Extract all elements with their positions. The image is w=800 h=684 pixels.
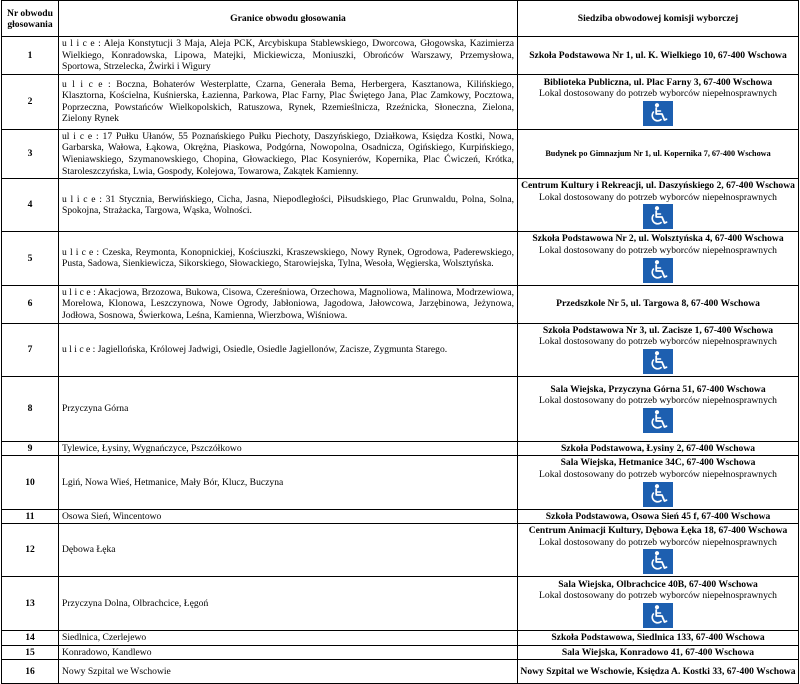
table-row xyxy=(2,660,799,684)
accessibility-note: Lokal dostosowany do potrzeb wyborców niepełnosprawnych xyxy=(539,536,777,548)
accessibility-note: Lokal dostosowany do potrzeb wyborców niepełnosprawnych xyxy=(539,590,777,602)
header-district-bounds: Granice obwodu głosowania xyxy=(59,1,518,37)
seat-name: Sala Wiejska, Przyczyna Górna 51, 67-400 Wschowa xyxy=(550,383,766,395)
accessibility-note: Lokal dostosowany do potrzeb wyborców niepełnosprawnych xyxy=(539,191,777,203)
accessibility-note: Lokal dostosowany do potrzeb wyborców niepełnosprawnych xyxy=(539,88,777,100)
district-number: 2 xyxy=(2,74,59,129)
district-number: 10 xyxy=(2,456,59,509)
commission-seat xyxy=(518,645,799,660)
seat-name: Budynek po Gimnazjum Nr 1, ul. Kopernika 7, 67-400 Wschowa xyxy=(545,149,771,159)
commission-seat xyxy=(518,660,799,684)
table-row xyxy=(2,37,799,75)
electoral-districts-table xyxy=(1,0,799,684)
table-row xyxy=(2,376,799,441)
header-commission-seat: Siedziba obwodowej komisji wyborczej xyxy=(518,1,799,37)
commission-seat xyxy=(518,456,799,509)
commission-seat xyxy=(518,631,799,646)
district-number: 1 xyxy=(2,37,59,75)
district-bounds: Konradowo, Kandlewo xyxy=(59,645,518,660)
district-bounds: u l i c e : Jagiellońska, Królowej Jadwigi, Osiedle, Osiedle Jagiellonów, Zacisze, Zygmunta Starego. xyxy=(59,323,518,376)
seat-name: Szkoła Podstawowa Nr 2, ul. Wolsztyńska 4, 67-400 Wschowa xyxy=(532,233,784,245)
commission-seat xyxy=(518,323,799,376)
header-row xyxy=(2,1,799,37)
district-number: 8 xyxy=(2,376,59,441)
commission-seat xyxy=(518,37,799,75)
district-number: 14 xyxy=(2,631,59,646)
wheelchair-icon xyxy=(643,349,673,374)
district-number: 3 xyxy=(2,129,59,178)
district-number: 9 xyxy=(2,441,59,456)
commission-seat xyxy=(518,74,799,129)
district-number: 13 xyxy=(2,577,59,631)
district-bounds: ul i c e : 17 Pułku Ułanów, 55 Poznańskiego Pułku Piechoty, Daszyńskiego, Działkowa, Księdza Kostki, Nowa, Garbarska, Wałowa, Łąkowa, Okrężna, Piaskowa, Podgórna, Nowopolna, Osadnicza, Ogińskiego, Kurpińskiego, Wieniawskiego, Szymanowskiego, Chopina, Głowackiego, Plac Kosynierów, Kopernika, Plac Ćwiczeń, Krótka, Staroleszczyńska, Lwia, Gospody, Kolejowa, Towarowa, Zakątek Kamienny. xyxy=(59,129,518,178)
district-bounds: Nowy Szpital we Wschowie xyxy=(59,660,518,684)
wheelchair-icon xyxy=(643,482,673,507)
seat-name: Biblioteka Publiczna, ul. Plac Farny 3, 67-400 Wschowa xyxy=(543,76,773,88)
district-bounds: u l i c e : Aleja Konstytucji 3 Maja, Aleja PCK, Arcybiskupa Stablewskiego, Dworcowa, Głogowska, Kazimierza Wielkiego, Konradowska, Lipowa, Matejki, Mickiewicza, Moniuszki, Obrońców Warszawy, Przemysłowa, Sportowa, Strzelecka, Żwirki i Wigury xyxy=(59,37,518,75)
district-bounds: u l i c e : Czeska, Reymonta, Konopnickiej, Kościuszki, Kraszewskiego, Nowy Rynek, Ogrodowa, Paderewskiego, Pusta, Sadowa, Sienkiewicza, Sikorskiego, Słowackiego, Starowiejska, Tylna, Wesoła, Węgierska, Wolsztyńska. xyxy=(59,232,518,285)
district-number: 11 xyxy=(2,509,59,524)
seat-name: Szkoła Podstawowa, Osowa Sień 45 f, 67-400 Wschowa xyxy=(545,510,771,522)
header-district-number: Nr obwodu głosowania xyxy=(2,1,59,37)
district-number: 16 xyxy=(2,660,59,684)
commission-seat xyxy=(518,232,799,285)
seat-name: Szkoła Podstawowa Nr 1, ul. K. Wielkiego 10, 67-400 Wschowa xyxy=(529,49,787,61)
wheelchair-icon xyxy=(643,101,673,126)
wheelchair-icon xyxy=(643,549,673,574)
table-row xyxy=(2,129,799,178)
wheelchair-icon xyxy=(643,603,673,628)
commission-seat xyxy=(518,285,799,323)
seat-name: Szkoła Podstawowa Nr 3, ul. Zacisze 1, 67-400 Wschowa xyxy=(542,324,774,336)
district-number: 7 xyxy=(2,323,59,376)
seat-name: Sala Wiejska, Hetmanice 34C, 67-400 Wschowa xyxy=(560,457,756,469)
accessibility-note: Lokal dostosowany do potrzeb wyborców niepełnosprawnych xyxy=(539,395,777,407)
district-number: 15 xyxy=(2,645,59,660)
district-bounds: Przyczyna Górna xyxy=(59,376,518,441)
seat-name: Nowy Szpital we Wschowie, Księdza A. Kostki 33, 67-400 Wschowa xyxy=(520,666,796,678)
commission-seat xyxy=(518,509,799,524)
wheelchair-icon xyxy=(643,408,673,433)
district-number: 5 xyxy=(2,232,59,285)
district-number: 6 xyxy=(2,285,59,323)
seat-name: Sala Wiejska, Olbrachcice 40B, 67-400 Wschowa xyxy=(558,578,758,590)
table-row xyxy=(2,74,799,129)
wheelchair-icon xyxy=(643,258,673,283)
accessibility-note: Lokal dostosowany do potrzeb wyborców niepełnosprawnych xyxy=(539,336,777,348)
table-body xyxy=(2,37,799,684)
table-row xyxy=(2,456,799,509)
district-bounds: u l i c e : Akacjowa, Brzozowa, Bukowa, Cisowa, Czereśniowa, Orzechowa, Magnoliowa, Malinowa, Modrzewiowa, Morelowa, Klonowa, Leszczynowa, Nowe Ogrody, Jabłoniowa, Jagodowa, Jałowcowa, Jarzębinowa, Jeżynowa, Jodłowa, Sosnowa, Świerkowa, Leśna, Kamienna, Wierzbowa, Wiśniowa. xyxy=(59,285,518,323)
district-number: 4 xyxy=(2,179,59,232)
district-bounds: u l i c e : Boczna, Bohaterów Westerplatte, Czarna, Generała Bema, Herbergera, Kasztanowa, Kilińskiego, Klasztorna, Kościelna, Kuśnierska, Łazienna, Parkowa, Plac Farny, Plac Świętego Jana, Plac Zamkowy, Pocztowa, Poprzeczna, Powstańców Wielkopolskich, Ratuszowa, Rynek, Rzemieślnicza, Rzeźnicka, Słoneczna, Zielona, Zielony Rynek xyxy=(59,74,518,129)
commission-seat xyxy=(518,524,799,577)
table-row xyxy=(2,509,799,524)
commission-seat xyxy=(518,129,799,178)
wheelchair-icon xyxy=(643,204,673,229)
commission-seat xyxy=(518,376,799,441)
seat-name: Centrum Animacji Kultury, Dębowa Łęka 18, 67-400 Wschowa xyxy=(528,525,788,537)
seat-name: Centrum Kultury i Rekreacji, ul. Daszyńskiego 2, 67-400 Wschowa xyxy=(521,180,795,192)
table-row xyxy=(2,645,799,660)
district-bounds: Przyczyna Dolna, Olbrachcice, Łęgoń xyxy=(59,577,518,631)
commission-seat xyxy=(518,577,799,631)
table-row xyxy=(2,285,799,323)
table-row xyxy=(2,232,799,285)
seat-name: Szkoła Podstawowa, Siedlnica 133, 67-400 Wschowa xyxy=(551,632,765,644)
district-bounds: u l i c e : 31 Stycznia, Berwińskiego, Cicha, Jasna, Niepodległości, Piłsudskiego, Plac Grunwaldu, Polna, Solna, Spokojna, Strażacka, Targowa, Wąska, Wolności. xyxy=(59,179,518,232)
table-row xyxy=(2,441,799,456)
table-row xyxy=(2,323,799,376)
district-bounds: Osowa Sień, Wincentowo xyxy=(59,509,518,524)
district-bounds: Tylewice, Łysiny, Wygnańczyce, Pszczółkowo xyxy=(59,441,518,456)
table-row xyxy=(2,631,799,646)
district-bounds: Dębowa Łęka xyxy=(59,524,518,577)
district-bounds: Lgiń, Nowa Wieś, Hetmanice, Mały Bór, Klucz, Buczyna xyxy=(59,456,518,509)
seat-name: Szkoła Podstawowa, Łysiny 2, 67-400 Wschowa xyxy=(560,442,756,454)
accessibility-note: Lokal dostosowany do potrzeb wyborców niepełnosprawnych xyxy=(539,244,777,256)
seat-name: Sala Wiejska, Konradowo 41, 67-400 Wschowa xyxy=(561,646,755,658)
commission-seat xyxy=(518,179,799,232)
district-number: 12 xyxy=(2,524,59,577)
table-row xyxy=(2,179,799,232)
table-row xyxy=(2,577,799,631)
seat-name: Przedszkole Nr 5, ul. Targowa 8, 67-400 Wschowa xyxy=(556,298,760,310)
district-bounds: Siedlnica, Czerlejewo xyxy=(59,631,518,646)
table-row xyxy=(2,524,799,577)
accessibility-note: Lokal dostosowany do potrzeb wyborców niepełnosprawnych xyxy=(539,468,777,480)
commission-seat xyxy=(518,441,799,456)
